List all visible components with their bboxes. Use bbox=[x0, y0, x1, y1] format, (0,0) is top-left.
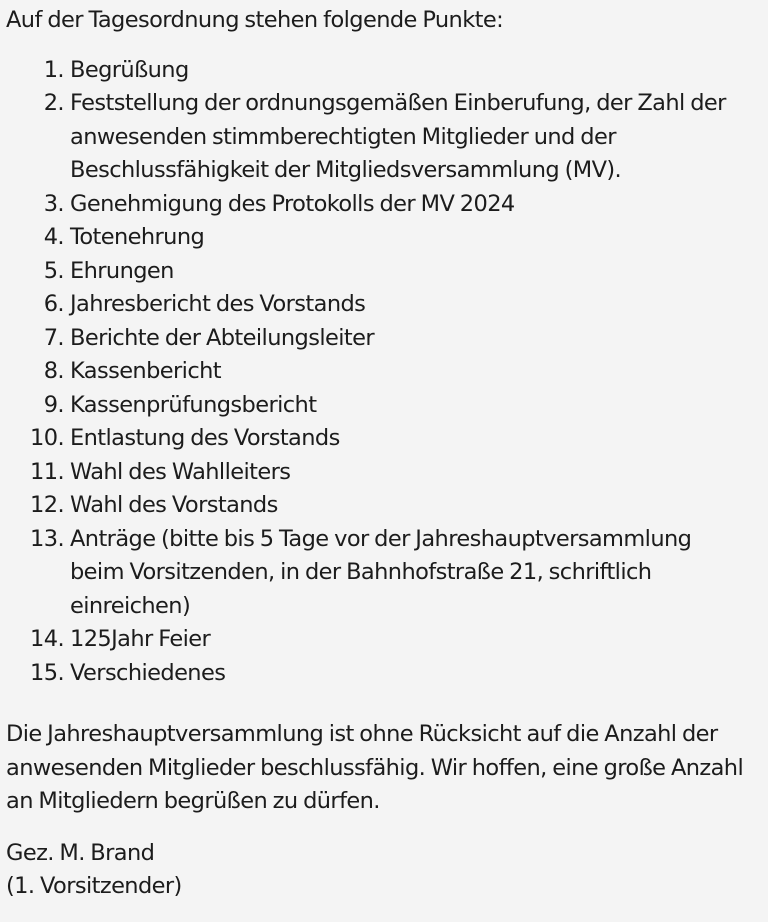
agenda-item-number: 11. bbox=[30, 458, 64, 485]
agenda-item-text: Ehrungen bbox=[70, 257, 174, 284]
agenda-list bbox=[6, 54, 762, 691]
agenda-item-text: Berichte der Abteilungsleiter bbox=[70, 324, 374, 351]
agenda-item-text: Entlastung des Vorstands bbox=[70, 425, 340, 451]
agenda-item-text: Begrüßung bbox=[70, 56, 189, 83]
agenda-item-number: 12. bbox=[30, 492, 64, 518]
agenda-item-number: 2. bbox=[43, 90, 64, 116]
agenda-item bbox=[6, 355, 762, 389]
agenda-item-number: 4. bbox=[43, 224, 64, 250]
signature-role: (1. Vorsitzender) bbox=[6, 873, 182, 899]
agenda-item-number: 13. bbox=[30, 525, 64, 552]
agenda-item bbox=[6, 523, 762, 624]
agenda-item-text: Kassenbericht bbox=[70, 358, 221, 384]
agenda-item-text: Feststellung der ordnungsgemäßen Einberufung, der Zahl der anwesenden stimmberechtigten Mitglieder und der Beschlussfähigkeit der Mitgliedsversammlung (MV). bbox=[70, 90, 726, 183]
agenda-item-number: 3. bbox=[43, 190, 64, 217]
agenda-item bbox=[6, 623, 762, 657]
agenda-item bbox=[6, 389, 762, 423]
agenda-item-text: Wahl des Vorstands bbox=[70, 492, 278, 518]
signature-block bbox=[6, 837, 762, 904]
agenda-item-number: 10. bbox=[30, 425, 64, 451]
agenda-item-text: Genehmigung des Protokolls der MV 2024 bbox=[70, 190, 515, 217]
agenda-intro: Auf der Tagesordnung stehen folgende Punkte: bbox=[6, 7, 504, 33]
agenda-item bbox=[6, 657, 762, 691]
agenda-item bbox=[6, 255, 762, 289]
agenda-item-number: 6. bbox=[43, 291, 64, 317]
agenda-item-text: Kassenprüfungsbericht bbox=[70, 391, 317, 418]
agenda-item-text: Totenehrung bbox=[70, 224, 205, 250]
agenda-item bbox=[6, 188, 762, 222]
agenda-item bbox=[6, 221, 762, 255]
signature-name: Gez. M. Brand bbox=[6, 839, 155, 866]
agenda-item-number: 7. bbox=[43, 324, 64, 351]
agenda-item-number: 15. bbox=[30, 659, 64, 686]
agenda-item-text: 125Jahr Feier bbox=[70, 626, 211, 652]
agenda-item-text: Jahresbericht des Vorstands bbox=[70, 291, 366, 317]
agenda-item-number: 9. bbox=[43, 391, 64, 418]
agenda-item-text: Wahl des Wahlleiters bbox=[70, 458, 291, 485]
agenda-item bbox=[6, 54, 762, 88]
agenda-item-number: 14. bbox=[30, 626, 64, 652]
agenda-item bbox=[6, 456, 762, 490]
agenda-item bbox=[6, 489, 762, 523]
agenda-item bbox=[6, 87, 762, 188]
agenda-item-text: Anträge (bitte bis 5 Tage vor der Jahreshauptversammlung beim Vorsitzenden, in der Bahnhofstraße 21, schriftlich einreichen) bbox=[70, 525, 692, 619]
closing-paragraph: Die Jahreshauptversammlung ist ohne Rücksicht auf die Anzahl der anwesenden Mitglieder beschlussfähig. Wir hoffen, eine große Anzahl an Mitgliedern begrüßen zu dürfen. bbox=[6, 721, 744, 814]
agenda-item bbox=[6, 288, 762, 322]
agenda-item-number: 5. bbox=[43, 257, 64, 284]
agenda-item-number: 8. bbox=[43, 358, 64, 384]
agenda-item bbox=[6, 422, 762, 456]
agenda-item bbox=[6, 322, 762, 356]
agenda-item-number: 1. bbox=[43, 56, 64, 83]
agenda-item-text: Verschiedenes bbox=[70, 659, 226, 686]
